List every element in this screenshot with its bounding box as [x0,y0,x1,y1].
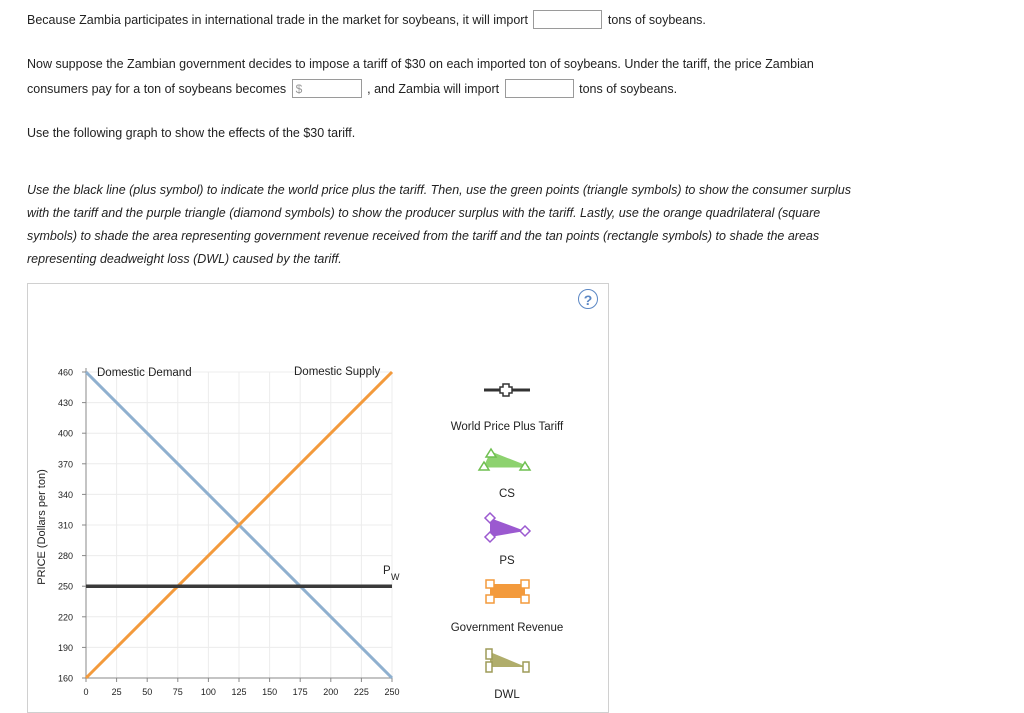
y-axis-label: PRICE (Dollars per ton) [36,469,48,585]
instruction-line-4: representing deadweight loss (DWL) caused by the tariff. [27,252,342,266]
y-tick-label: 340 [57,489,73,500]
y-tick-label: 190 [57,642,73,653]
x-tick-label: 225 [353,687,369,697]
rectangle-icon [490,652,526,667]
square-marker-icon [521,580,529,588]
question-2-text-b: , and Zambia will import [367,81,500,96]
instruction-line-1: Use the black line (plus symbol) to indicate the world price plus the tariff. Then, use the green points (triangle symbols) to show the consumer surplus [27,183,852,197]
instruction-graph: Use the following graph to show the effects of the $30 tariff. [27,126,356,140]
tool-palette [451,384,564,701]
tool-label-cs: CS [499,488,515,500]
y-tick-label: 220 [57,612,73,623]
tool-label-ps: PS [499,555,515,567]
y-tick-label: 370 [57,459,73,470]
x-tick-label: 75 [172,687,183,697]
x-tick-label: 150 [262,687,278,697]
question-1-suffix: tons of soybeans. [607,12,706,27]
government-revenue-tool[interactable] [451,580,564,634]
tool-label-world-price: World Price Plus Tariff [450,421,564,433]
y-tick-label: 160 [57,673,73,684]
x-tick-label: 175 [292,687,308,697]
plus-symbol-icon [500,384,512,396]
demand-label: Domestic Demand [97,367,192,379]
tool-label-government-revenue: Government Revenue [450,622,564,634]
x-tick-label: 200 [323,687,339,697]
rectangle-marker-icon [486,649,492,659]
y-tick-label: 310 [57,520,73,531]
rectangle-marker-icon [523,662,529,672]
square-icon [490,584,525,598]
instruction-line-3: symbols) to shade the area representing government revenue received from the tariff and the tan points (rectangle symbols) to shade the areas [27,229,820,243]
question-2-text-a: consumers pay for a ton of soybeans becomes [27,81,287,96]
square-marker-icon [486,595,494,603]
svg-text:P: P [383,565,391,577]
x-tick-label: 25 [111,687,122,697]
instruction-line-2: with the tariff and the purple triangle (diamond symbols) to show the producer surplus with the tariff. Lastly, use the orange quadrilateral (square [27,206,821,220]
x-tick-label: 100 [200,687,216,697]
x-tick-label: 125 [231,687,247,697]
cs-tool[interactable] [479,449,530,500]
y-tick-label: 250 [57,581,73,592]
supply-label: Domestic Supply [294,366,381,378]
tool-label-dwl: DWL [494,689,520,701]
x-tick-label: 50 [142,687,153,697]
y-tick-label: 460 [57,367,73,378]
dwl-tool[interactable] [486,649,529,701]
diamond-icon [490,518,525,537]
rectangle-marker-icon [486,662,492,672]
x-tick-label: 250 [384,687,400,697]
svg-text:W: W [391,572,400,582]
square-marker-icon [486,580,494,588]
currency-symbol: $ [295,82,303,96]
world-price-tariff-tool[interactable] [451,384,564,433]
question-2-text-c: tons of soybeans. [579,81,678,96]
diamond-marker-icon [520,526,530,536]
square-marker-icon [521,595,529,603]
ps-tool[interactable] [485,513,530,567]
question-2-line-1: Now suppose the Zambian government decides to impose a tariff of $30 on each imported ton of soybeans. Under the tariff, the price Zambian [27,57,814,71]
y-tick-label: 400 [57,428,73,439]
x-tick-label: 0 [83,687,89,697]
question-1-text: Because Zambia participates in international trade in the market for soybeans, it will import [27,12,528,27]
y-tick-label: 280 [57,551,73,562]
y-tick-label: 430 [57,398,73,409]
help-icon[interactable]: ? [578,289,598,309]
